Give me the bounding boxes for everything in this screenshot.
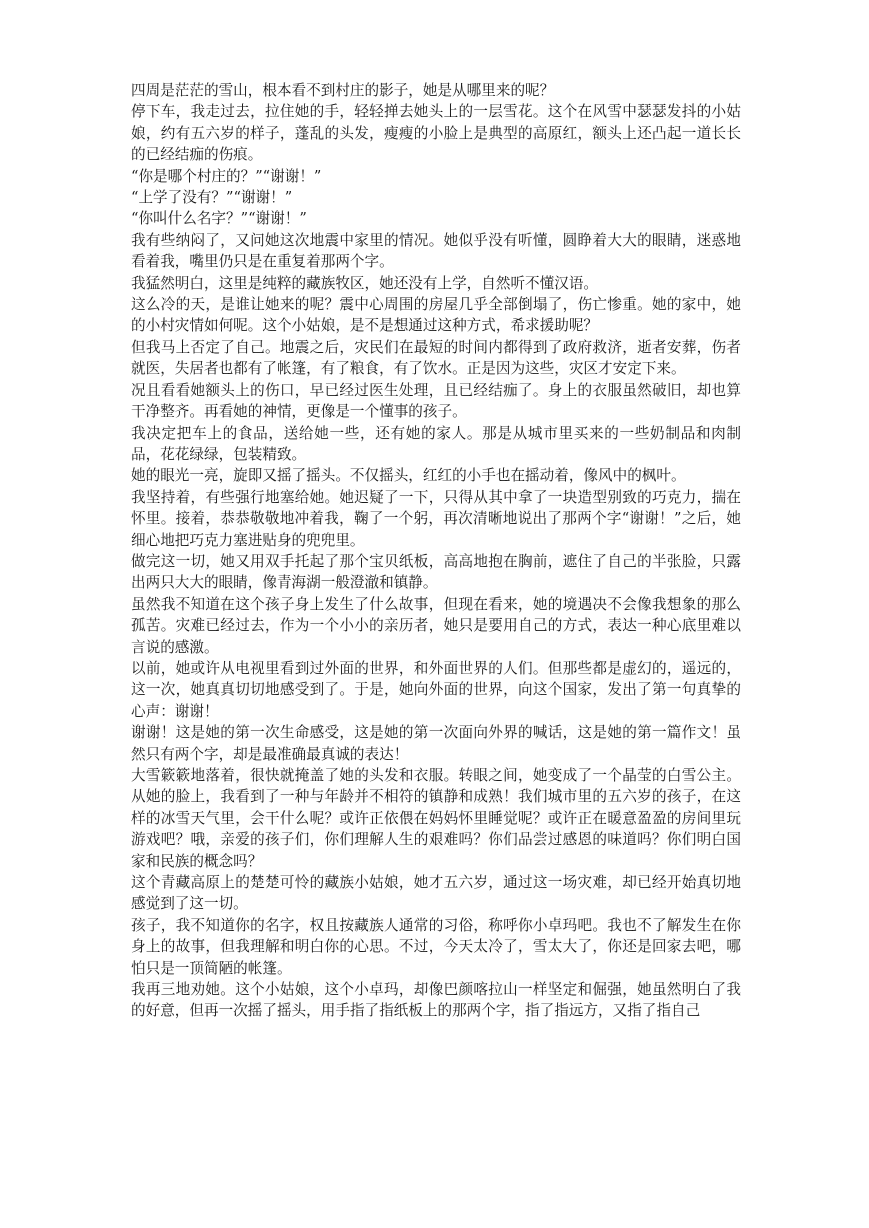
paragraph: 停下车，我走过去，拉住她的手，轻轻掸去她头上的一层雪花。这个在风雪中瑟瑟发抖的小姑娘，约有五六岁的样子，蓬乱的头发，瘦瘦的小脸上是典型的高原红，额头上还凸起一道长长的已经结痂的伤痕。 (131, 103, 741, 164)
paragraph: “你是哪个村庄的？”“谢谢！” (131, 167, 322, 185)
paragraph: 大雪簌簌地落着，很快就掩盖了她的头发和衣服。转眼之间，她变成了一个晶莹的白雪公主。从她的脸上，我看到了一种与年龄并不相符的镇静和成熟！我们城市里的五六岁的孩子，在这样的冰雪天气里，会干什么呢？或许正依偎在妈妈怀里睡觉呢？或许正在暖意盈盈的房间里玩游戏吧？哦，亲爱的孩子们，你们理解人生的艰难吗？你们品尝过感恩的味道吗？你们明白国家和民族的概念吗？ (131, 767, 741, 870)
paragraph: 我决定把车上的食品，送给她一些，还有她的家人。那是从城市里买来的一些奶制品和肉制品，花花绿绿，包装精致。 (131, 424, 741, 463)
paragraph: 但我马上否定了自己。地震之后，灾民们在最短的时间内都得到了政府救济，逝者安葬，伤者就医，失居者也都有了帐篷，有了粮食，有了饮水。正是因为这些，灾区才安定下来。 (131, 338, 741, 378)
paragraph: “你叫什么名字？”“谢谢！” (131, 210, 307, 228)
paragraph: “上学了没有？”“谢谢！” (131, 189, 293, 207)
paragraph: 我坚持着，有些强行地塞给她。她迟疑了一下，只得从其中拿了一块造型别致的巧克力，揣在怀里。接着，恭恭敬敬地冲着我，鞠了一个躬，再次清晰地说出了那两个字“谢谢！”之后，她细心地把巧克力塞进贴身的兜兜里。 (131, 488, 741, 549)
paragraph: 我有些纳闷了，又问她这次地震中家里的情况。她似乎没有听懂，圆睁着大大的眼睛，迷惑地看着我，嘴里仍只是在重复着那两个字。 (131, 231, 741, 271)
paragraph: 以前，她或许从电视里看到过外面的世界，和外面世界的人们。但那些都是虚幻的，遥远的，这一次，她真真切切地感受到了。于是，她向外面的世界，向这个国家，发出了第一句真挚的心声：谢谢！ (131, 659, 741, 720)
paragraph: 孩子，我不知道你的名字，权且按藏族人通常的习俗，称呼你小卓玛吧。我也不了解发生在你身上的故事，但我理解和明白你的心思。不过，今天太冷了，雪太大了，你还是回家去吧，哪怕只是一顶简陋的帐篷。 (131, 916, 741, 977)
paragraph: 我猛然明白，这里是纯粹的藏族牧区，她还没有上学，自然听不懂汉语。 (131, 274, 599, 292)
paragraph: 虽然我不知道在这个孩子身上发生了什么故事，但现在看来，她的境遇决不会像我想象的那么孤苦。灾难已经过去，作为一个小小的亲历者，她只是要用自己的方式，表达一种心底里难以言说的感激。 (131, 595, 741, 656)
document-body (131, 80, 741, 1022)
paragraph: 四周是茫茫的雪山，根本看不到村庄的影子，她是从哪里来的呢？ (131, 82, 555, 99)
paragraph: 我再三地劝她。这个小姑娘，这个小卓玛，却像巴颜喀拉山一样坚定和倔强，她虽然明白了我的好意，但再一次摇了摇头，用手指了指纸板上的那两个字，指了指远方，又指了指自己 (131, 981, 741, 1020)
paragraph: 谢谢！这是她的第一次生命感受，这是她的第一次面向外界的喊话，这是她的第一篇作文！虽然只有两个字，却是最准确最真诚的表达！ (131, 724, 741, 763)
paragraph: 做完这一切，她又用双手托起了那个宝贝纸板，高高地抱在胸前，遮住了自己的半张脸，只露出两只大大的眼睛，像青海湖一般澄澈和镇静。 (131, 552, 741, 592)
paragraph: 这个青藏高原上的楚楚可怜的藏族小姑娘，她才五六岁，通过这一场灾难，却已经开始真切地感觉到了这一切。 (131, 874, 741, 913)
paragraph: 况且看看她额头上的伤口，早已经过医生处理，且已经结痂了。身上的衣服虽然破旧，却也算干净整齐。再看她的神情，更像是一个懂事的孩子。 (131, 381, 741, 421)
paragraph: 这么冷的天，是谁让她来的呢？震中心周围的房屋几乎全部倒塌了，伤亡惨重。她的家中，她的小村灾情如何呢。这个小姑娘，是不是想通过这种方式，希求援助呢？ (131, 296, 741, 335)
paragraph: 她的眼光一亮，旋即又摇了摇头。不仅摇头，红红的小手也在摇动着，像风中的枫叶。 (131, 467, 686, 485)
